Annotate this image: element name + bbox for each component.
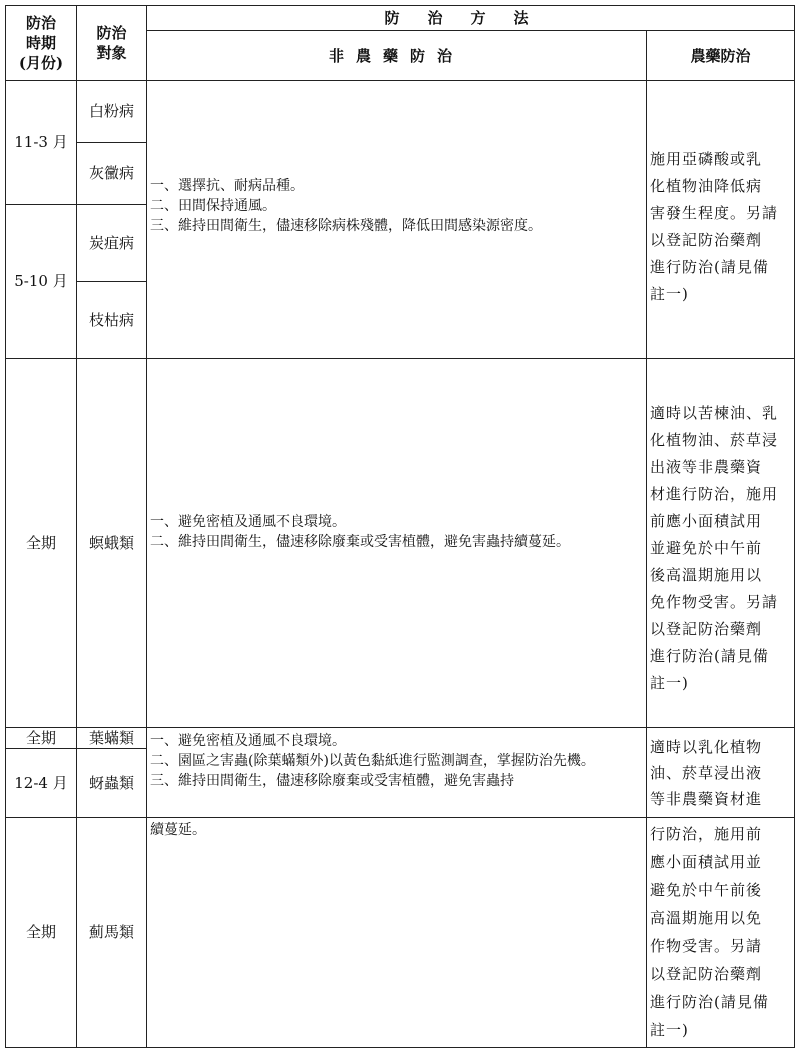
list-item: 一、避免密植及通風不良環境。 bbox=[150, 514, 346, 530]
period-cell: 5-10 月 bbox=[14, 272, 68, 290]
grid-line bbox=[794, 5, 795, 1048]
target-cell-dieback: 枝枯病 bbox=[88, 310, 134, 329]
target-header: 防治 對象 bbox=[96, 24, 127, 62]
pesticide-text: 施用亞磷酸或乳 化植物油降低病 害發生程度。另請 以登記防治藥劑 進行防治(請見備 註一) bbox=[650, 150, 779, 303]
target-cell-aphid: 蚜蟲類 bbox=[88, 773, 134, 792]
nonpesticide-list bbox=[150, 731, 644, 791]
target-cell-powdery-mildew: 白粉病 bbox=[88, 102, 134, 120]
grid-line bbox=[146, 5, 147, 1048]
period-header: 防治 時期 (月份) bbox=[18, 14, 64, 72]
list-item: 三、維持田間衛生，儘速移除廢棄或受害植體，避免害蟲持 bbox=[150, 773, 514, 789]
list-item: 三、維持田間衛生，儘速移除病株殘體，降低田間感染源密度。 bbox=[150, 218, 542, 234]
pesticide-text: 適時以苦楝油、乳 化植物油、菸草浸 出液等非農藥資 材進行防治，施用 前應小面積試用 並避免於中午前 後高溫期施用以 免作物受害。另請 以登記防治藥劑 進行防治(請見備 註一) bbox=[650, 404, 779, 692]
period-cell: 全期 bbox=[25, 923, 56, 941]
list-item: 一、選擇抗、耐病品種。 bbox=[150, 178, 304, 194]
target-cell-mite: 葉蟎類 bbox=[88, 728, 134, 747]
nonpesticide-continued: 續蔓延。 bbox=[150, 822, 206, 838]
list-item: 二、田間保持通風。 bbox=[150, 198, 276, 214]
grid-line bbox=[646, 30, 647, 1048]
nonpesticide-list bbox=[150, 512, 644, 552]
target-cell-anthracnose: 炭疽病 bbox=[88, 233, 134, 252]
nonpesticide-list bbox=[150, 176, 644, 236]
target-cell-moth: 螟蛾類 bbox=[88, 533, 134, 552]
pesticide-text: 行防治，施用前 應小面積試用並 避免於中午前後 高溫期施用以免 作物受害。另請 以登記防治藥劑 進行防治(請見備 註一) bbox=[650, 825, 769, 1039]
method-header: 防治方法 bbox=[384, 9, 557, 27]
target-cell-gray-mold: 灰黴病 bbox=[88, 164, 134, 182]
nonpesticide-header: 非農藥防治 bbox=[328, 46, 464, 65]
list-item: 二、園區之害蟲(除葉蟎類外)以黃色黏紙進行監測調查，掌握防治先機。 bbox=[150, 753, 595, 769]
pesticide-header: 農藥防治 bbox=[690, 46, 751, 65]
period-cell: 12-4 月 bbox=[14, 773, 68, 792]
list-item: 一、避免密植及通風不良環境。 bbox=[150, 733, 346, 749]
period-cell: 全期 bbox=[25, 533, 56, 552]
period-cell: 全期 bbox=[25, 728, 56, 747]
target-cell-thrips: 薊馬類 bbox=[88, 923, 134, 941]
list-item: 二、維持田間衛生，儘速移除廢棄或受害植體，避免害蟲持續蔓延。 bbox=[150, 534, 570, 550]
period-cell: 11-3 月 bbox=[14, 133, 68, 151]
grid-line bbox=[5, 1047, 795, 1048]
pesticide-text: 適時以乳化植物 油、菸草浸出液 等非農藥資材進 bbox=[650, 738, 763, 808]
